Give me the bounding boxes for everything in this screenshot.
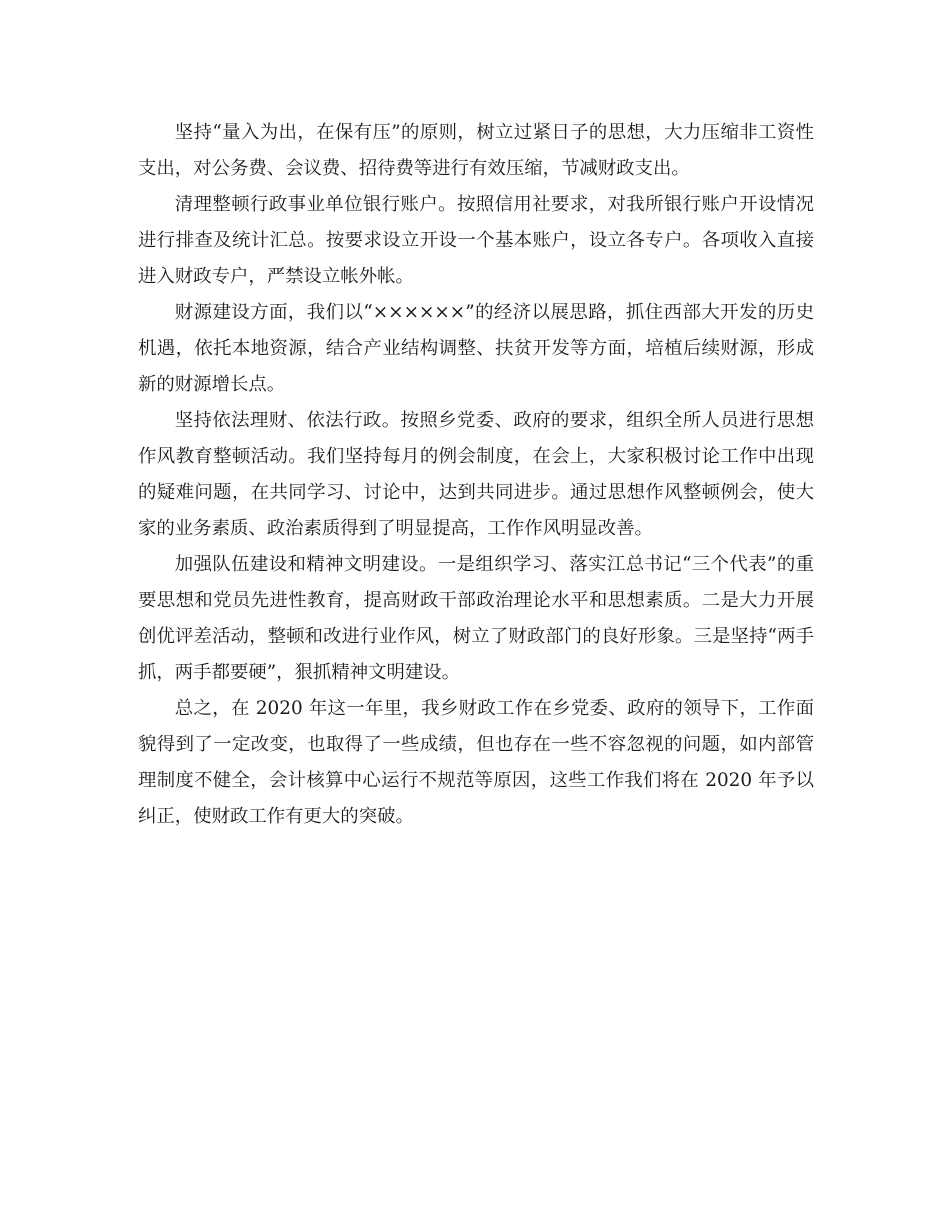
paragraph-team-building: 加强队伍建设和精神文明建设。一是组织学习、落实江总书记“三个代表”的重要思想和党员先进性教育，提高财政干部政治理论水平和思想素质。二是大力开展创优评差活动，整顿和改进行业作风，树立了财政部门的良好形象。三是坚持“两手抓，两手都要硬”，狠抓精神文明建设。 bbox=[138, 554, 814, 683]
paragraph-austerity: 坚持“量入为出，在保有压”的原则，树立过紧日子的思想，大力压缩非工资性支出，对公务费、会议费、招待费等进行有效压缩，节减财政支出。 bbox=[138, 122, 814, 179]
paragraph-revenue-construction: 财源建设方面，我们以“××××××”的经济以展思路，抓住西部大开发的历史机遇，依托本地资源，结合产业结构调整、扶贫开发等方面，培植后续财源，形成新的财源增长点。 bbox=[138, 302, 814, 395]
paragraph-summary: 总之，在 2020 年这一年里，我乡财政工作在乡党委、政府的领导下，工作面貌得到了一定改变，也取得了一些成绩，但也存在一些不容忽视的问题，如内部管理制度不健全，会计核算中心运行不规范等原因，这些工作我们将在 2020 年予以纠正，使财政工作有更大的突破。 bbox=[138, 698, 814, 827]
paragraph-lawful-administration: 坚持依法理财、依法行政。按照乡党委、政府的要求，组织全所人员进行思想作风教育整顿活动。我们坚持每月的例会制度，在会上，大家积极讨论工作中出现的疑难问题，在共同学习、讨论中，达到共同进步。通过思想作风整顿例会，使大家的业务素质、政治素质得到了明显提高，工作作风明显改善。 bbox=[138, 410, 814, 539]
document-body bbox=[138, 115, 814, 835]
paragraph-bank-accounts: 清理整顿行政事业单位银行账户。按照信用社要求，对我所银行账户开设情况进行排查及统计汇总。按要求设立开设一个基本账户，设立各专户。各项收入直接进入财政专户，严禁设立帐外帐。 bbox=[138, 194, 814, 287]
